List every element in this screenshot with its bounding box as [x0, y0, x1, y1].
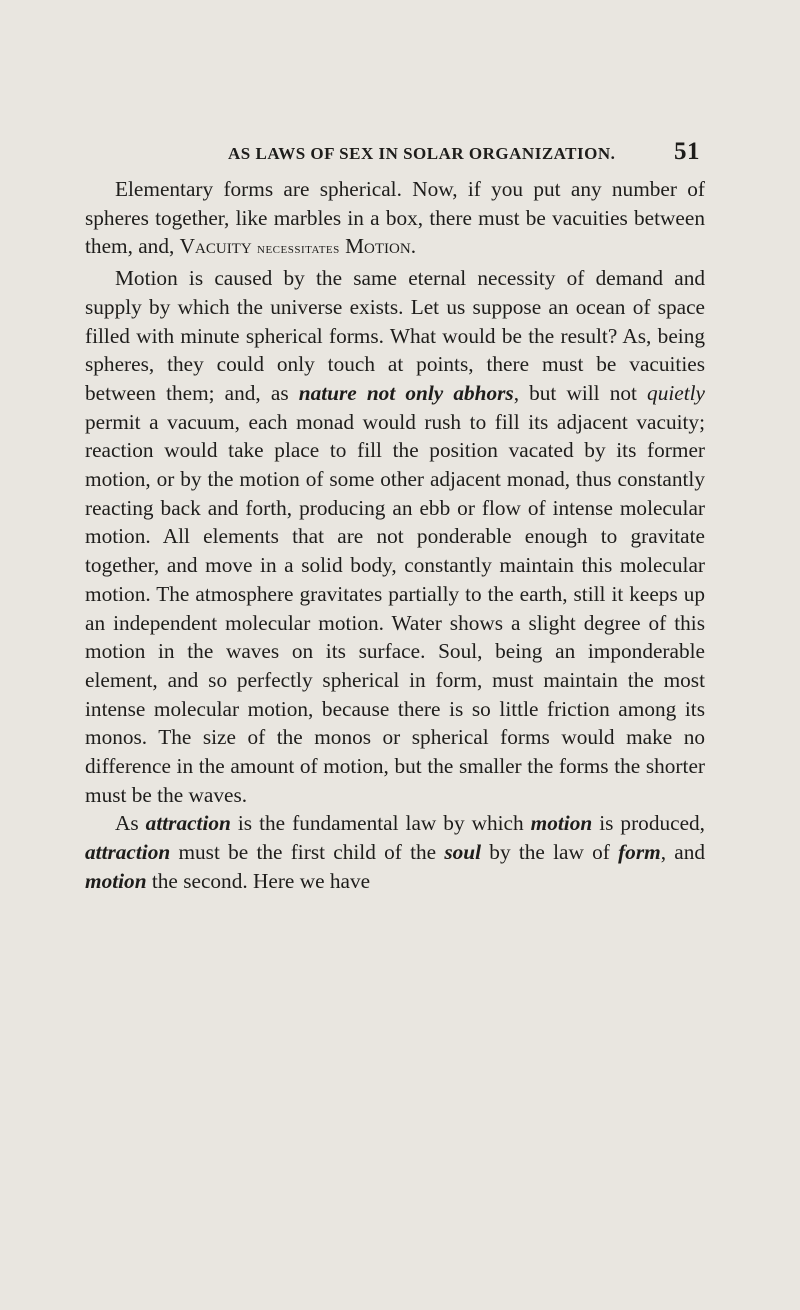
text-run: is the fundamental law by which	[230, 811, 531, 836]
text-run: , and	[660, 840, 706, 865]
emphasis-nature-abhors: nature not only abhors	[298, 380, 514, 405]
small-caps-necessitates: necessitates	[257, 241, 340, 258]
text-run: the second. Here we have	[146, 868, 371, 893]
body-text	[85, 175, 705, 896]
emphasis-attraction: attraction	[145, 811, 231, 836]
emphasis-attraction: attraction	[85, 840, 171, 865]
text-run: Motion is caused by the same eternal necessity of demand and supply by which the universe exists. Let us suppose an ocean of space filled with minute spherical forms. What would be the result? As, being spheres, they could only touch at points, there must be vacuities between them; and, as	[85, 266, 705, 405]
text-run: .	[410, 234, 417, 259]
small-caps-vacuity: Vacuity	[179, 234, 252, 259]
text-run: As	[115, 811, 146, 836]
page-number: 51	[674, 138, 700, 165]
running-title: AS LAWS OF SEX IN SOLAR ORGANIZATION.	[228, 144, 616, 163]
emphasis-quietly: quietly	[647, 380, 705, 405]
text-run: permit a vacuum, each monad would rush to fill its adjacent vacuity; reaction would take place to fill the position vacated by its former motion, or by the motion of some other adjacent monad, thus constantly reacting back and forth, producing an ebb or flow of intense molecular motion. All elements that are not ponderable enough to gravitate together, and move in a solid body, constantly maintain this molecular motion. The atmosphere gravitates partially to the earth, still it keeps up an independent molecular motion. Water shows a slight degree of this motion in the waves on its surface. Soul, being an imponderable element, and so perfectly spherical in form, must maintain the most intense molecular motion, because there is so little friction among its monos. The size of the monos or spherical forms would make no difference in the amount of motion, but the smaller the forms the shorter must be the waves.	[85, 409, 705, 807]
emphasis-soul: soul	[444, 840, 482, 865]
paragraph-3	[85, 809, 705, 895]
paragraph-2	[85, 264, 705, 809]
text-run: by the law of	[481, 840, 619, 865]
paragraph-1	[85, 175, 705, 264]
small-caps-motion: Motion	[345, 234, 411, 259]
text-run: Elementary forms are spherical. Now, if you put any number of spheres together, like marbles in a box, there must be vacuities between them, and,	[85, 177, 705, 259]
running-head	[228, 138, 700, 172]
emphasis-motion: motion	[530, 811, 593, 836]
text-run: is produced,	[592, 811, 705, 836]
emphasis-form: form	[618, 840, 661, 865]
emphasis-motion: motion	[85, 868, 147, 893]
text-run: must be the first child of the	[170, 840, 445, 865]
text-run: , but will not	[513, 380, 648, 405]
